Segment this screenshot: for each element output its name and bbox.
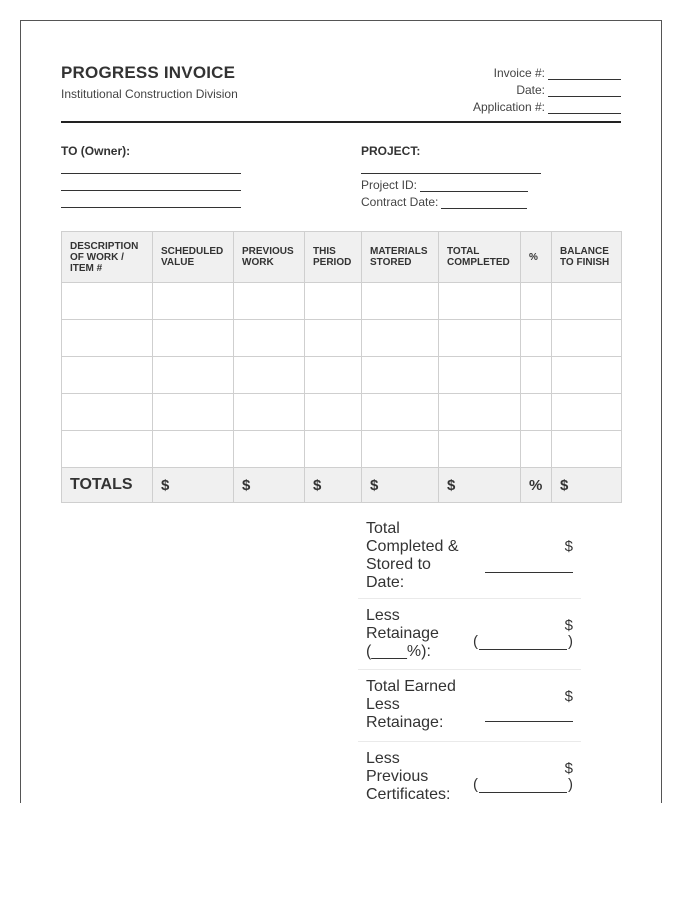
summary-label: Total Completed & Stored to Date: — [366, 520, 459, 591]
summary-amount-field[interactable]: ( ) — [473, 776, 573, 793]
table-cell[interactable] — [552, 394, 622, 431]
table-cell[interactable] — [234, 394, 305, 431]
summary-label: Total Earned Less Retainage: — [366, 678, 456, 731]
table-cell[interactable] — [552, 357, 622, 394]
summary-total-completed — [358, 518, 581, 599]
table-cell[interactable] — [521, 431, 552, 468]
date-row — [421, 80, 621, 97]
table-row — [62, 357, 622, 394]
col-scheduled-value: SCHEDULED VALUE — [153, 232, 234, 283]
table-cell[interactable] — [362, 283, 439, 320]
totals-this-period[interactable]: $ — [305, 468, 362, 503]
table-cell[interactable] — [362, 320, 439, 357]
table-cell[interactable] — [521, 320, 552, 357]
invoice-page — [20, 20, 662, 803]
table-cell[interactable] — [234, 357, 305, 394]
table-cell[interactable] — [521, 394, 552, 431]
summary-label: Less Retainage (____%): — [366, 607, 439, 660]
table-cell[interactable] — [362, 357, 439, 394]
contract-date-field[interactable] — [441, 197, 527, 209]
table-cell[interactable] — [234, 283, 305, 320]
table-cell[interactable] — [439, 357, 521, 394]
table-cell[interactable] — [62, 394, 153, 431]
table-cell[interactable] — [153, 320, 234, 357]
table-cell[interactable] — [521, 357, 552, 394]
table-cell[interactable] — [153, 394, 234, 431]
table-cell[interactable] — [153, 431, 234, 468]
invoice-number-label: Invoice #: — [493, 66, 545, 80]
totals-materials-stored[interactable]: $ — [362, 468, 439, 503]
date-label: Date: — [516, 83, 545, 97]
totals-balance-to-finish[interactable]: $ — [552, 468, 622, 503]
table-row — [62, 394, 622, 431]
invoice-number-row — [421, 63, 621, 80]
application-number-label: Application #: — [472, 100, 545, 114]
totals-percent[interactable]: % — [521, 468, 552, 503]
project-id-row — [361, 178, 528, 192]
table-cell[interactable] — [234, 431, 305, 468]
table-cell[interactable] — [62, 320, 153, 357]
table-cell[interactable] — [552, 283, 622, 320]
summary-amount-field[interactable] — [485, 721, 573, 722]
col-description: DESCRIPTION OF WORK / ITEM # — [62, 232, 153, 283]
invoice-title: PROGRESS INVOICE — [61, 63, 236, 82]
table-cell[interactable] — [305, 320, 362, 357]
work-items-table — [61, 231, 622, 503]
division-subtitle: Institutional Construction Division — [61, 87, 238, 101]
invoice-meta — [421, 63, 621, 114]
table-cell[interactable] — [305, 431, 362, 468]
totals-scheduled-value[interactable]: $ — [153, 468, 234, 503]
table-cell[interactable] — [439, 394, 521, 431]
date-field[interactable] — [548, 85, 621, 97]
table-cell[interactable] — [234, 320, 305, 357]
table-cell[interactable] — [62, 357, 153, 394]
summary-less-retainage — [358, 599, 581, 670]
table-row — [62, 431, 622, 468]
table-cell[interactable] — [439, 320, 521, 357]
payment-summary — [358, 518, 581, 812]
table-cell[interactable] — [362, 394, 439, 431]
col-materials-stored: MATERIALS STORED — [362, 232, 439, 283]
table-cell[interactable] — [305, 283, 362, 320]
owner-label: TO (Owner): — [61, 144, 131, 158]
table-cell[interactable] — [552, 431, 622, 468]
project-id-label: Project ID: — [361, 178, 418, 192]
project-id-field[interactable] — [420, 180, 528, 192]
totals-total-completed[interactable]: $ — [439, 468, 521, 503]
project-label: PROJECT: — [361, 144, 421, 158]
owner-line-2[interactable] — [61, 190, 241, 191]
table-cell[interactable] — [521, 283, 552, 320]
invoice-number-field[interactable] — [548, 68, 621, 80]
table-cell[interactable] — [439, 431, 521, 468]
col-percent: % — [521, 232, 552, 283]
summary-dollar-sign: $ — [564, 688, 573, 705]
table-cell[interactable] — [305, 394, 362, 431]
table-cell[interactable] — [62, 431, 153, 468]
header-divider — [61, 121, 621, 123]
project-name-line[interactable] — [361, 173, 541, 174]
totals-row — [62, 468, 622, 503]
summary-total-earned — [358, 670, 581, 742]
contract-date-row — [361, 195, 527, 209]
owner-line-3[interactable] — [61, 207, 241, 208]
summary-amount-field[interactable] — [485, 572, 573, 573]
summary-label: Less Previous Certificates: — [366, 750, 451, 803]
totals-label: TOTALS — [62, 468, 153, 503]
table-cell[interactable] — [153, 283, 234, 320]
application-number-row — [421, 97, 621, 114]
table-cell[interactable] — [362, 431, 439, 468]
table-cell[interactable] — [439, 283, 521, 320]
contract-date-label: Contract Date: — [361, 195, 439, 209]
table-cell[interactable] — [153, 357, 234, 394]
col-total-completed: TOTAL COMPLETED — [439, 232, 521, 283]
col-balance-to-finish: BALANCE TO FINISH — [552, 232, 622, 283]
summary-amount-field[interactable]: ( ) — [473, 633, 573, 650]
summary-dollar-sign: $ — [564, 760, 573, 777]
summary-dollar-sign: $ — [564, 538, 573, 555]
summary-less-previous — [358, 742, 581, 812]
totals-previous-work[interactable]: $ — [234, 468, 305, 503]
table-cell[interactable] — [305, 357, 362, 394]
table-cell[interactable] — [552, 320, 622, 357]
summary-dollar-sign: $ — [564, 617, 573, 634]
application-number-field[interactable] — [548, 102, 621, 114]
table-cell[interactable] — [62, 283, 153, 320]
owner-line-1[interactable] — [61, 173, 241, 174]
col-this-period: THIS PERIOD — [305, 232, 362, 283]
table-row — [62, 283, 622, 320]
table-row — [62, 320, 622, 357]
col-previous-work: PREVIOUS WORK — [234, 232, 305, 283]
table-header-row — [62, 232, 622, 283]
